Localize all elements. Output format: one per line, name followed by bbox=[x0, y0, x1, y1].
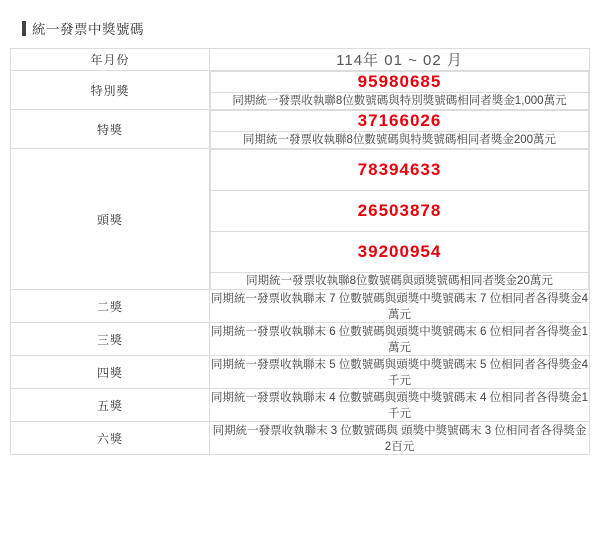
prize-number: 95980685 bbox=[211, 72, 589, 93]
inner-row-desc bbox=[211, 273, 589, 290]
inner-table-special bbox=[210, 110, 589, 148]
prize-description: 同期統一發票收執聯8位數號碼與特別獎號碼相同者獎金1,000萬元 bbox=[211, 93, 589, 110]
table-row-second bbox=[11, 290, 590, 323]
inner-row-desc bbox=[211, 132, 589, 149]
prize-label-first: 頭獎 bbox=[11, 149, 210, 290]
prize-number: 26503878 bbox=[211, 191, 589, 232]
prize-number: 39200954 bbox=[211, 232, 589, 273]
prize-description-fourth: 同期統一發票收執聯末 5 位數號碼與頭獎中獎號碼末 5 位相同者各得獎金4千元 bbox=[210, 356, 590, 389]
prize-description: 同期統一發票收執聯8位數號碼與特獎號碼相同者獎金200萬元 bbox=[211, 132, 589, 149]
table-row-period bbox=[11, 49, 590, 71]
prize-label-sixth: 六獎 bbox=[11, 422, 210, 455]
prize-description-sixth: 同期統一發票收執聯末 3 位數號碼與 頭獎中獎號碼末 3 位相同者各得獎金2百元 bbox=[210, 422, 590, 455]
period-label: 年月份 bbox=[11, 49, 210, 71]
prize-cell-special-grand bbox=[210, 71, 590, 110]
period-value: 114年 01 ~ 02 月 bbox=[210, 49, 590, 71]
table-row-third bbox=[11, 323, 590, 356]
page-title-text: 統一發票中獎號碼 bbox=[32, 22, 144, 37]
inner-row-number bbox=[211, 232, 589, 273]
inner-table-special-grand bbox=[210, 71, 589, 109]
inner-row-number bbox=[211, 72, 589, 93]
prize-description-third: 同期統一發票收執聯末 6 位數號碼與頭獎中獎號碼末 6 位相同者各得獎金1萬元 bbox=[210, 323, 590, 356]
table-row-fourth bbox=[11, 356, 590, 389]
title-accent-bar bbox=[22, 21, 26, 36]
prize-label-third: 三獎 bbox=[11, 323, 210, 356]
prize-table bbox=[10, 48, 590, 455]
inner-table-first bbox=[210, 149, 589, 289]
prize-label-fourth: 四獎 bbox=[11, 356, 210, 389]
inner-row-number bbox=[211, 150, 589, 191]
prize-description: 同期統一發票收執聯8位數號碼與頭獎號碼相同者獎金20萬元 bbox=[211, 273, 589, 290]
table-row-fifth bbox=[11, 389, 590, 422]
prize-cell-special bbox=[210, 110, 590, 149]
table-row-first bbox=[11, 149, 590, 290]
prize-description-fifth: 同期統一發票收執聯末 4 位數號碼與頭獎中獎號碼末 4 位相同者各得獎金1千元 bbox=[210, 389, 590, 422]
inner-row-desc bbox=[211, 93, 589, 110]
table-row-special bbox=[11, 110, 590, 149]
prize-cell-first bbox=[210, 149, 590, 290]
inner-row-number bbox=[211, 111, 589, 132]
prize-label-special: 特獎 bbox=[11, 110, 210, 149]
prize-label-fifth: 五獎 bbox=[11, 389, 210, 422]
prize-description-second: 同期統一發票收執聯末 7 位數號碼與頭獎中獎號碼末 7 位相同者各得獎金4萬元 bbox=[210, 290, 590, 323]
page-title bbox=[0, 0, 600, 48]
prize-number: 78394633 bbox=[211, 150, 589, 191]
table-row-sixth bbox=[11, 422, 590, 455]
prize-label-second: 二獎 bbox=[11, 290, 210, 323]
prize-label-special-grand: 特別獎 bbox=[11, 71, 210, 110]
prize-number: 37166026 bbox=[211, 111, 589, 132]
inner-row-number bbox=[211, 191, 589, 232]
table-row-special-grand bbox=[11, 71, 590, 110]
